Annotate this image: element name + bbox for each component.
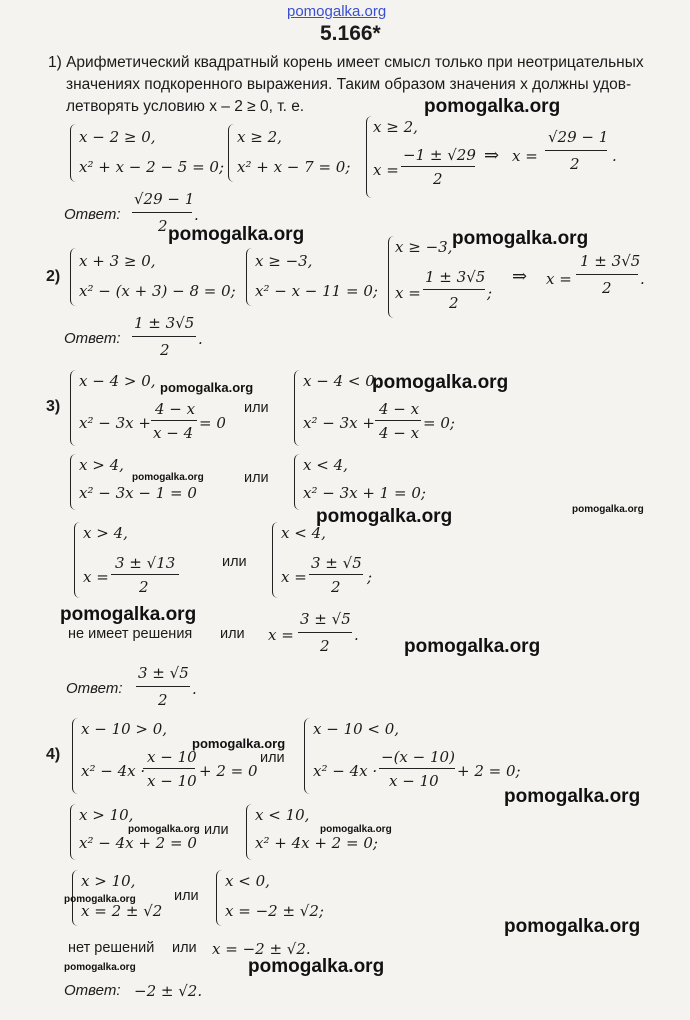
watermark: pomogalka.org bbox=[192, 736, 286, 751]
p3-system-c: x > 4, x² − 3x − 1 = 0 bbox=[70, 454, 221, 510]
p4-system-a: x − 10 > 0, x² − 4x · x − 10 x − 10 + 2 = 0 bbox=[72, 718, 263, 794]
p4-system-f: x < 0, x = −2 ± √2; bbox=[216, 870, 337, 926]
watermark: pomogalka.org bbox=[60, 604, 197, 625]
p3-system-e: x > 4, x = 3 ± √13 2 bbox=[74, 522, 205, 598]
p1-answer-num: √29 − 1 bbox=[134, 190, 195, 208]
p3-system-a: x − 4 > 0, x² − 3x + 4 − x x − 4 = 0 bbox=[70, 370, 231, 446]
p3-result-num: 3 ± √5 bbox=[300, 610, 351, 628]
p4-or-1: или bbox=[260, 750, 285, 766]
watermark: pomogalka.org bbox=[64, 962, 136, 973]
watermark: pomogalka.org bbox=[128, 824, 200, 835]
p1-system-2: x ≥ 2, x² + x − 7 = 0; bbox=[228, 124, 354, 182]
watermark: pomogalka.org bbox=[160, 380, 254, 395]
p1-result-num: √29 − 1 bbox=[548, 128, 609, 146]
p2-answer-num: 1 ± 3√5 bbox=[134, 314, 195, 332]
p1-result-lhs: x = bbox=[512, 147, 538, 165]
p4-label: 4) bbox=[46, 746, 61, 763]
watermark: pomogalka.org bbox=[248, 956, 385, 977]
watermark: pomogalka.org bbox=[424, 96, 561, 117]
p4-answer: −2 ± √2. bbox=[134, 982, 203, 1000]
watermark: pomogalka.org bbox=[320, 824, 392, 835]
intro-line-3: летворять условию x – 2 ≥ 0, т. е. bbox=[66, 98, 305, 115]
intro-line-1: 1) Арифметический квадратный корень имеет смысл только при неотрицательных bbox=[48, 54, 644, 71]
watermark: pomogalka.org bbox=[168, 224, 305, 245]
p3-label: 3) bbox=[46, 398, 61, 415]
watermark: pomogalka.org bbox=[504, 916, 641, 937]
p1-answer-label: Ответ: bbox=[64, 206, 121, 223]
p4-or-2: или bbox=[204, 822, 229, 838]
p4-or-4: или bbox=[172, 940, 197, 956]
p2-result-den: 2 bbox=[602, 279, 612, 297]
p4-system-d: x < 10, x² + 4x + 2 = 0; bbox=[246, 804, 387, 860]
problem-number: 5.166* bbox=[320, 22, 381, 45]
watermark: pomogalka.org bbox=[504, 786, 641, 807]
watermark: pomogalka.org bbox=[372, 372, 509, 393]
p2-result-num: 1 ± 3√5 bbox=[580, 252, 641, 270]
p3-or-1: или bbox=[244, 400, 269, 416]
p3-system-d: x < 4, x² − 3x + 1 = 0; bbox=[294, 454, 445, 510]
p2-label: 2) bbox=[46, 268, 61, 285]
watermark: pomogalka.org bbox=[452, 228, 589, 249]
p4-or-3: или bbox=[174, 888, 199, 904]
p2-system-2: x ≥ −3, x² − x − 11 = 0; bbox=[246, 248, 372, 306]
p2-system-1: x + 3 ≥ 0, x² − (x + 3) − 8 = 0; bbox=[70, 248, 231, 306]
p3-system-b: x − 4 < 0, x² − 3x + 4 − x 4 − x = 0; bbox=[294, 370, 475, 446]
p2-answer-den: 2 bbox=[160, 341, 170, 359]
p1-implies-arrow: ⇒ bbox=[484, 145, 500, 166]
p3-or-4: или bbox=[220, 626, 245, 642]
p3-or-3: или bbox=[222, 554, 247, 570]
p3-or-2: или bbox=[244, 470, 269, 486]
p3-system-f: x < 4, x = 3 ± √5 2 ; bbox=[272, 522, 383, 598]
p1-system-3: x ≥ 2, x = −1 ± √29 2 bbox=[366, 116, 482, 198]
p1-system-1: x − 2 ≥ 0, x² + x − 2 − 5 = 0; bbox=[70, 124, 221, 182]
watermark: pomogalka.org bbox=[64, 894, 136, 905]
p2-answer-label: Ответ: bbox=[64, 330, 121, 347]
p1-answer-den: 2 bbox=[158, 217, 168, 235]
p4-system-e: x > 10, x = 2 ± √2 bbox=[72, 870, 173, 926]
p4-answer-label: Ответ: bbox=[64, 982, 121, 999]
p1-result-den: 2 bbox=[570, 155, 580, 173]
intro-line-2: значениях подкоренного выражения. Таким образом значения x должны удов- bbox=[66, 76, 632, 93]
p3-answer-num: 3 ± √5 bbox=[138, 664, 189, 682]
p4-system-b: x − 10 < 0, x² − 4x · −(x − 10) x − 10 + 2 = 0; bbox=[304, 718, 505, 794]
p3-answer-den: 2 bbox=[158, 691, 168, 709]
p4-system-c: x > 10, x² − 4x + 2 = 0 bbox=[70, 804, 211, 860]
site-link[interactable]: pomogalka.org bbox=[287, 3, 387, 20]
watermark: pomogalka.org bbox=[132, 472, 204, 483]
p3-result-den: 2 bbox=[320, 637, 330, 655]
watermark: pomogalka.org bbox=[572, 504, 644, 515]
p4-no-solution: нет решений bbox=[68, 940, 155, 956]
watermark: pomogalka.org bbox=[404, 636, 541, 657]
p3-no-solution: не имеет решения bbox=[68, 626, 193, 642]
p2-result-lhs: x = bbox=[546, 270, 572, 288]
watermark: pomogalka.org bbox=[316, 506, 453, 527]
p2-system-3: x ≥ −3, x = 1 ± 3√5 2 ; bbox=[388, 236, 501, 318]
p3-answer-label: Ответ: bbox=[66, 680, 123, 697]
p4-result: x = −2 ± √2. bbox=[212, 940, 311, 958]
p3-result-lhs: x = bbox=[268, 626, 294, 644]
p2-implies-arrow: ⇒ bbox=[512, 266, 528, 287]
